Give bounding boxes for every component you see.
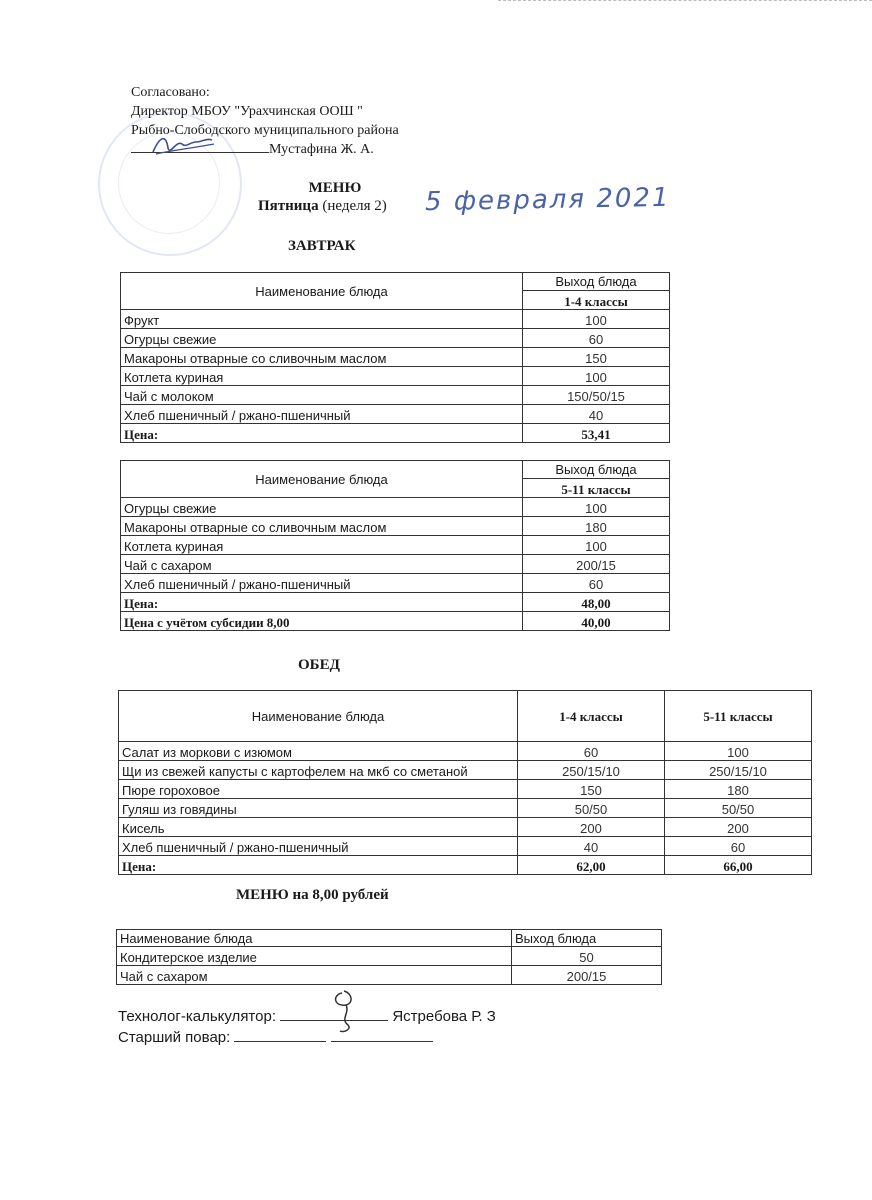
table-row: Кондитерское изделие 50	[117, 947, 662, 966]
cook-line	[118, 1027, 496, 1048]
table-row: Котлета куриная 100	[121, 367, 670, 386]
table-row: Щи из свежей капусты с картофелем на мкб со сметаной 250/15/10 250/15/10	[119, 761, 812, 780]
approval-label: Согласовано:	[131, 85, 210, 100]
menu8-title: МЕНЮ на 8,00 рублей	[236, 887, 389, 903]
director-name: Мустафина Ж. А.	[269, 142, 374, 157]
col-header-yield: Выход блюда	[523, 461, 670, 479]
col-header-class-5-11: 5-11 классы	[665, 691, 812, 742]
subsidy-price-row: Цена с учётом субсидии 8,00 40,00	[121, 612, 670, 631]
table-row: Чай с молоком 150/50/15	[121, 386, 670, 405]
district-line: Рыбно-Слободского муниципального района	[131, 123, 399, 138]
table-row: Хлеб пшеничный / ржано-пшеничный 40	[121, 405, 670, 424]
lunch-table	[118, 690, 812, 875]
table-row: Макароны отварные со сливочным маслом 150	[121, 348, 670, 367]
director-title: Директор МБОУ "Урахчинская ООШ "	[131, 104, 363, 119]
cook-label: Старший повар:	[118, 1029, 231, 1046]
name-underline	[331, 1027, 433, 1042]
director-signature	[148, 130, 218, 160]
breakfast-title: ЗАВТРАК	[288, 238, 356, 254]
col-header-class: 1-4 классы	[523, 291, 670, 310]
price-row: Цена: 53,41	[121, 424, 670, 443]
col-header-dish: Наименование блюда	[121, 273, 523, 310]
menu8-table	[116, 929, 662, 985]
handwritten-date: 5 февраля 2021	[424, 182, 671, 218]
day-line	[258, 198, 387, 215]
day-name: Пятница	[258, 198, 319, 214]
footer-block	[118, 1006, 496, 1048]
table-row: Хлеб пшеничный / ржано-пшеничный 60	[121, 574, 670, 593]
technologist-name: Ястребова Р. З	[392, 1008, 496, 1025]
price-row: Цена: 48,00	[121, 593, 670, 612]
col-header-dish: Наименование блюда	[117, 930, 512, 947]
table-row: Пюре гороховое 150 180	[119, 780, 812, 799]
table-row: Кисель 200 200	[119, 818, 812, 837]
col-header-dish: Наименование блюда	[119, 691, 518, 742]
table-row: Макароны отварные со сливочным маслом 180	[121, 517, 670, 536]
breakfast-table-1-4	[120, 272, 670, 443]
signature-underline	[280, 1006, 388, 1021]
table-row: Хлеб пшеничный / ржано-пшеничный 40 60	[119, 837, 812, 856]
breakfast-table-5-11	[120, 460, 670, 631]
table-row: Чай с сахаром 200/15	[121, 555, 670, 574]
table-row: Котлета куриная 100	[121, 536, 670, 555]
table-row: Фрукт 100	[121, 310, 670, 329]
lunch-title: ОБЕД	[298, 657, 340, 673]
week-number: (неделя 2)	[322, 198, 387, 214]
col-header-class: 5-11 классы	[523, 479, 670, 498]
table-row: Чай с сахаром 200/15	[117, 966, 662, 985]
table-row: Гуляш из говядины 50/50 50/50	[119, 799, 812, 818]
technologist-label: Технолог-калькулятор:	[118, 1008, 276, 1025]
col-header-yield: Выход блюда	[512, 930, 662, 947]
col-header-dish: Наименование блюда	[121, 461, 523, 498]
menu-title: МЕНЮ	[308, 180, 362, 196]
table-row: Огурцы свежие 100	[121, 498, 670, 517]
technologist-line	[118, 1006, 496, 1027]
col-header-class-1-4: 1-4 классы	[518, 691, 665, 742]
table-row: Огурцы свежие 60	[121, 329, 670, 348]
scan-edge-line	[498, 0, 872, 1]
signature-underline	[234, 1027, 326, 1042]
col-header-yield: Выход блюда	[523, 273, 670, 291]
price-row: Цена: 62,00 66,00	[119, 856, 812, 875]
table-row: Салат из моркови с изюмом 60 100	[119, 742, 812, 761]
